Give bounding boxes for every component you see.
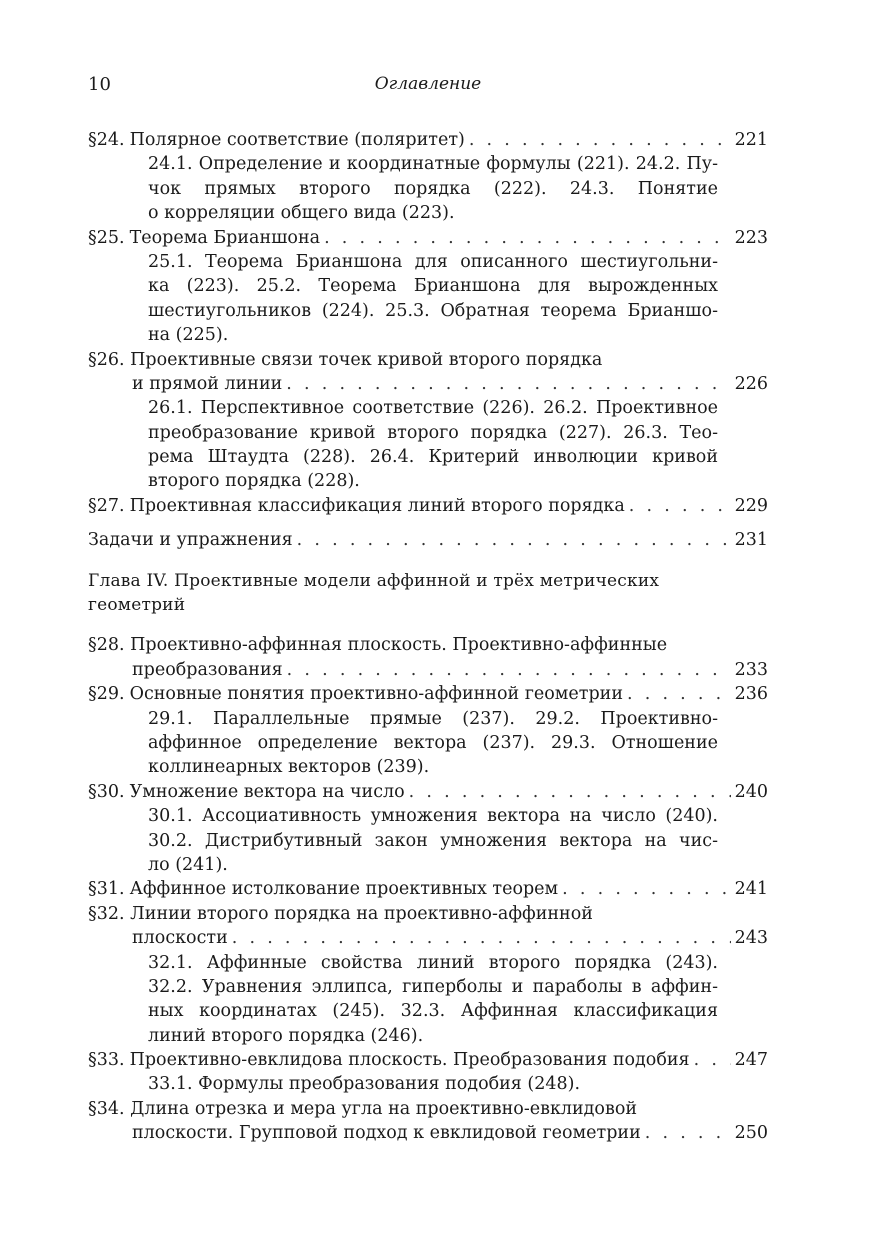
section-title: Задачи и упражнения [88, 530, 293, 551]
toc-entry-28[interactable] [88, 658, 768, 682]
toc-entry-30[interactable] [88, 780, 768, 804]
section-number: §27. [88, 495, 125, 516]
chapter-heading[interactable]: Глава IV. Проективные модели аффинной и трёх метрических [88, 570, 660, 591]
page-header [88, 74, 768, 100]
spacer [88, 553, 768, 569]
subsection-line: рема Штаудта (228). 26.4. Критерий инволюции кривой [148, 447, 718, 468]
dot-leader [469, 128, 731, 152]
section-title: Теорема Брианшона [129, 227, 321, 248]
subsection-line: 32.2. Уравнения эллипса, гиперболы и параболы в аффин- [148, 976, 718, 997]
toc-entry-26[interactable] [88, 372, 768, 396]
toc-entry-33[interactable] [88, 1048, 768, 1072]
subsection-line: 24.1. Определение и координатные формулы (221). 24.2. Пу- [148, 154, 718, 175]
subsection-line: преобразование кривой второго порядка (227). 26.3. Тео- [148, 422, 718, 443]
toc-entry-32-title[interactable] [88, 902, 768, 926]
table-of-contents [88, 128, 768, 1146]
subsection-line: линий второго порядка (246). [148, 1025, 424, 1046]
subsection-line: коллинеарных векторов (239). [148, 757, 430, 778]
dot-leader [645, 1121, 731, 1145]
subsection-line: второго порядка (228). [148, 471, 360, 492]
page-ref: 243 [734, 928, 768, 949]
subsection-line: 30.1. Ассоциативность умножения вектора на число (240). [148, 806, 718, 827]
subsection-line: 29.1. Параллельные прямые (237). 29.2. Проективно- [148, 708, 718, 729]
section-number: §25. [88, 227, 125, 248]
toc-entry-24[interactable] [88, 128, 768, 152]
section-title: Основные понятия проективно-аффинной геометрии [129, 684, 623, 705]
toc-entry-26-title[interactable] [88, 348, 768, 372]
page-ref: 240 [734, 781, 768, 802]
toc-entry-25[interactable] [88, 226, 768, 250]
section-number: §31. [88, 879, 125, 900]
page-ref: 221 [734, 130, 768, 150]
subsection-line: ло (241). [148, 854, 228, 875]
page-ref: 233 [734, 659, 768, 680]
subsection-line: ных координатах (245). 32.3. Аффинная классификация [148, 1001, 718, 1022]
dot-leader [409, 780, 731, 804]
section-number: §29. [88, 684, 125, 705]
page-ref: 229 [734, 495, 768, 516]
dot-leader [287, 658, 731, 682]
subsection-line: ка (223). 25.2. Теорема Брианшона для вырожденных [148, 276, 718, 297]
toc-entry-31[interactable] [88, 877, 768, 901]
section-number: §33. [88, 1050, 125, 1071]
toc-entry-32[interactable] [88, 926, 768, 950]
subsection-line: шестиугольников (224). 25.3. Обратная теорема Брианшо- [148, 300, 718, 321]
section-number: §32. [88, 903, 125, 924]
toc-entry-27[interactable] [88, 494, 768, 518]
section-title: Длина отрезка и мера угла на проективно-евклидовой [130, 1098, 638, 1119]
page-ref: 236 [734, 684, 768, 705]
section-title: Линии второго порядка на проективно-аффинной [130, 903, 593, 924]
dot-leader [562, 877, 730, 901]
toc-entry-29[interactable] [88, 682, 768, 706]
subsection-line: 32.1. Аффинные свойства линий второго порядка (243). [148, 952, 718, 973]
section-title-cont: плоскости [132, 928, 228, 949]
dot-leader [324, 226, 731, 250]
dot-leader [627, 682, 731, 706]
dot-leader [297, 528, 731, 552]
dot-leader [694, 1048, 731, 1072]
section-title-cont: и прямой линии [132, 373, 283, 394]
subsection-line: о корреляции общего вида (223). [148, 203, 455, 224]
spacer [88, 518, 768, 528]
section-number: §26. [88, 349, 125, 370]
toc-entry-28-title[interactable] [88, 633, 768, 657]
section-title: Полярное соответствие (поляритет) [129, 130, 465, 150]
toc-entry-exercises[interactable] [88, 528, 768, 552]
subsection-line: 30.2. Дистрибутивный закон умножения вектора на чис- [148, 830, 718, 851]
section-title: Проективно-евклидова плоскость. Преобразования подобия [129, 1050, 690, 1071]
page-ref: 247 [734, 1050, 768, 1071]
page-ref: 241 [734, 879, 768, 900]
chapter-heading-cont: геометрий [88, 595, 186, 616]
spacer [88, 617, 768, 633]
page-ref: 223 [734, 227, 768, 248]
section-title: Аффинное истолкование проективных теорем [129, 879, 559, 900]
subsection-line: 25.1. Теорема Брианшона для описанного шестиугольни- [148, 251, 718, 272]
subsection-line: аффинное определение вектора (237). 29.3. Отношение [148, 732, 718, 753]
section-title-cont: плоскости. Групповой подход к евклидовой геометрии [132, 1123, 641, 1144]
subsection-line: 33.1. Формулы преобразования подобия (248). [148, 1074, 581, 1095]
toc-entry-34[interactable] [88, 1121, 768, 1145]
running-title: Оглавление [374, 74, 482, 94]
dot-leader [286, 372, 730, 396]
toc-entry-34-title[interactable] [88, 1097, 768, 1121]
section-title: Умножение вектора на число [129, 781, 405, 802]
page-ref: 231 [734, 530, 768, 551]
subsection-line: 26.1. Перспективное соответствие (226). 26.2. Проективное [148, 398, 718, 419]
page-ref: 250 [734, 1123, 768, 1144]
page-number: 10 [88, 74, 111, 95]
dot-leader [232, 926, 731, 950]
section-number: §24. [88, 130, 125, 150]
section-number: §30. [88, 781, 125, 802]
subsection-line: на (225). [148, 325, 229, 346]
page-ref: 226 [734, 373, 768, 394]
section-number: §34. [88, 1098, 125, 1119]
section-title: Проективная классификация линий второго порядка [129, 495, 625, 516]
section-title: Проективные связи точек кривой второго порядка [130, 349, 603, 370]
subsection-line: чок прямых второго порядка (222). 24.3. Понятие [148, 178, 718, 199]
section-title-cont: преобразования [132, 659, 283, 680]
section-number: §28. [88, 635, 125, 656]
dot-leader [629, 494, 731, 518]
section-title: Проективно-аффинная плоскость. Проективно-аффинные [130, 635, 668, 656]
